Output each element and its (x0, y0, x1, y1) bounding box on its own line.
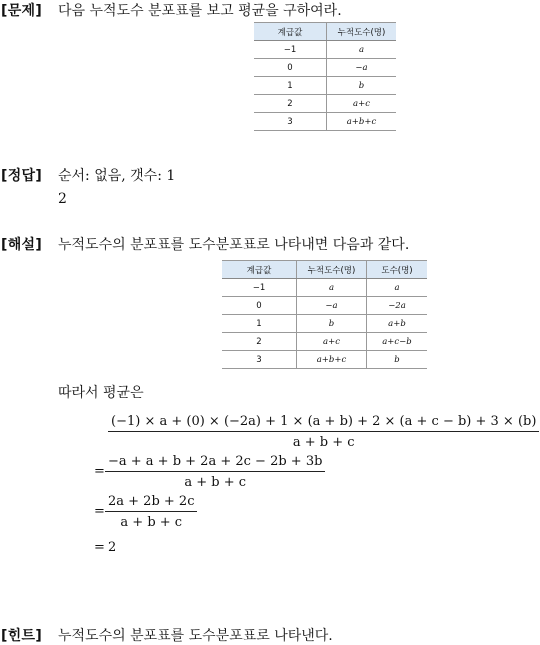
header-cumulative-frequency: 누적도수(명) (297, 261, 367, 279)
table-cell: a+b+c (327, 113, 397, 131)
table-cell: −a (297, 297, 367, 315)
cumulative-frequency-table (254, 22, 396, 131)
table-cell: −1 (222, 279, 297, 297)
equals-sign: = (94, 504, 105, 519)
numerator: (−1) × a + (0) × (−2a) + 1 × (a + b) + 2 × (a + c − b) + 3 × (b) (108, 414, 539, 432)
table-cell: 2 (254, 95, 327, 113)
hint-text: 누적도수의 분포표를 도수분포표로 나타낸다. (58, 628, 333, 644)
equals-sign: = (94, 464, 105, 479)
denominator: a + b + c (184, 475, 247, 490)
fraction (108, 414, 539, 450)
table-row (222, 351, 427, 369)
answer-meta: 순서: 없음, 갯수: 1 (58, 168, 176, 184)
table-cell: b (367, 351, 428, 369)
table-cell: −1 (254, 41, 327, 59)
header-cumulative-frequency: 누적도수(명) (327, 23, 397, 41)
denominator: a + b + c (292, 435, 355, 450)
table-row (254, 41, 396, 59)
mean-expression-step-2 (105, 454, 325, 490)
table-cell: 3 (254, 113, 327, 131)
header-class-value: 계급값 (254, 23, 327, 41)
mean-expression-step-1 (108, 414, 539, 450)
table-cell: b (327, 77, 397, 95)
table-row (254, 113, 396, 131)
solution-tag: [해설] (1, 237, 43, 253)
solution-text: 누적도수의 분포표를 도수분포표로 나타내면 다음과 같다. (58, 237, 410, 253)
table-cell: b (297, 315, 367, 333)
frequency-table (222, 260, 427, 369)
equals-sign: = (94, 540, 105, 555)
table-cell: a+b (367, 315, 428, 333)
table-cell: 2 (222, 333, 297, 351)
table-cell: 3 (222, 351, 297, 369)
table-cell: a+c (327, 95, 397, 113)
table-row (222, 333, 427, 351)
table-cell: −2a (367, 297, 428, 315)
table-row (222, 297, 427, 315)
table-cell: 0 (222, 297, 297, 315)
table-cell: 1 (254, 77, 327, 95)
header-class-value: 계급값 (222, 261, 297, 279)
table-cell: −a (327, 59, 397, 77)
table-row (254, 59, 396, 77)
fraction (105, 454, 325, 490)
numerator: 2a + 2b + 2c (105, 494, 197, 512)
header-frequency: 도수(명) (367, 261, 428, 279)
table-cell: 0 (254, 59, 327, 77)
table-cell: a (327, 41, 397, 59)
table-row (254, 95, 396, 113)
answer-tag: [정답] (1, 168, 43, 184)
table-row (254, 77, 396, 95)
numerator: −a + a + b + 2a + 2c − 2b + 3b (105, 454, 325, 472)
therefore-text: 따라서 평균은 (58, 385, 144, 401)
denominator: a + b + c (120, 515, 183, 530)
table-row (222, 279, 427, 297)
mean-result: 2 (108, 540, 117, 555)
hint-tag: [힌트] (1, 628, 43, 644)
problem-text: 다음 누적도수 분포표를 보고 평균을 구하여라. (58, 3, 342, 19)
table-cell: a+c (297, 333, 367, 351)
table-cell: a (367, 279, 428, 297)
table-cell: a (297, 279, 367, 297)
mean-expression-step-3 (105, 494, 197, 530)
table-cell: a+c−b (367, 333, 428, 351)
table-cell: 1 (222, 315, 297, 333)
fraction (105, 494, 197, 530)
answer-value: 2 (58, 191, 67, 207)
problem-tag: [문제] (1, 3, 43, 19)
table-row (222, 315, 427, 333)
table-cell: a+b+c (297, 351, 367, 369)
